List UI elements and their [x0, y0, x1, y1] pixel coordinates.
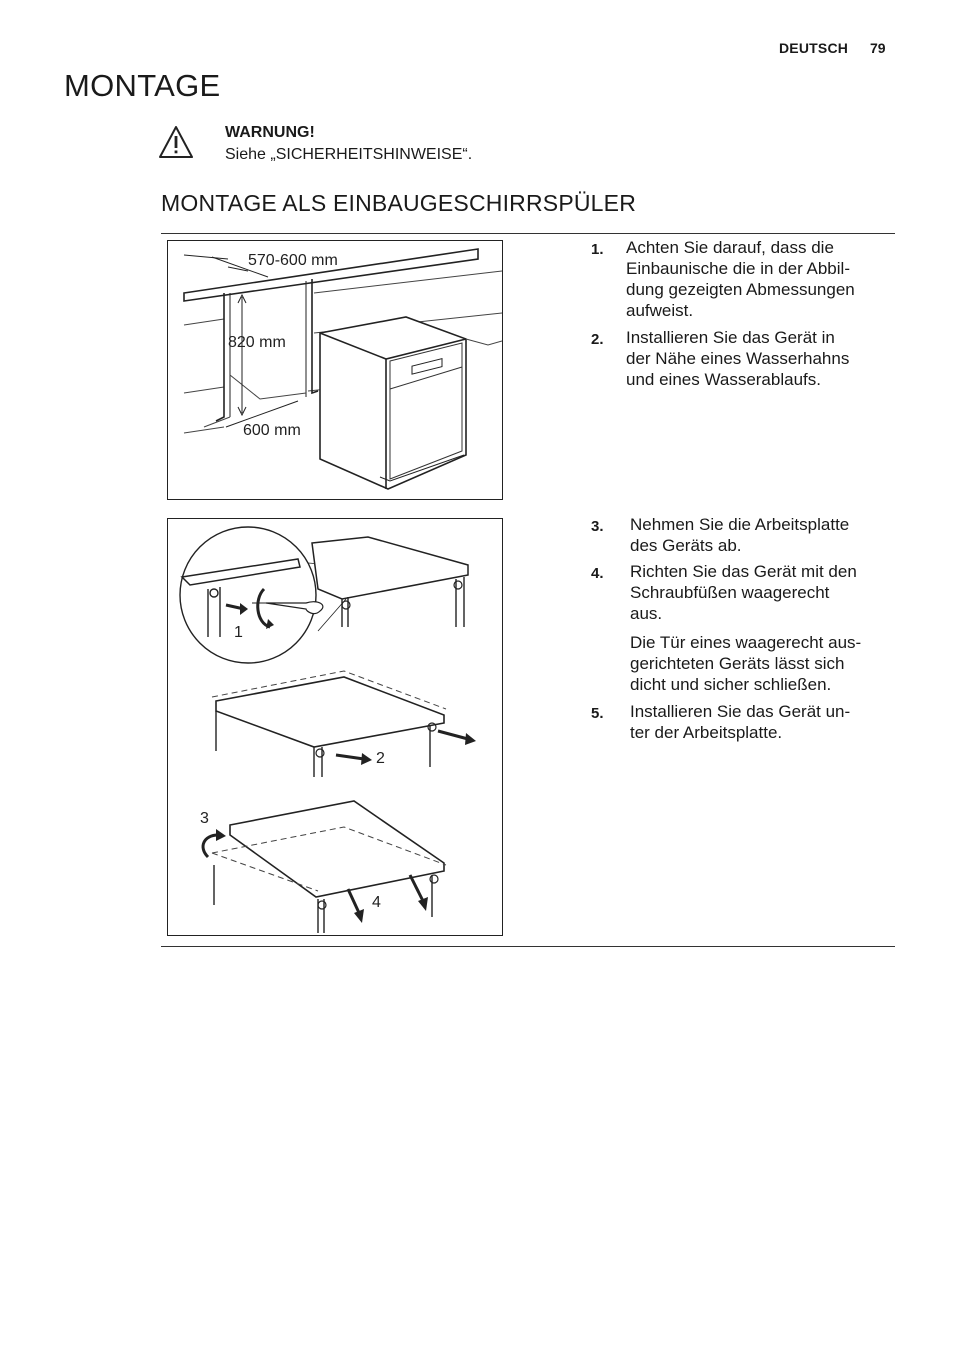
- warning-label: WARNUNG!: [225, 124, 315, 141]
- step-1: [591, 237, 891, 321]
- dim-depth-label: 600 mm: [243, 422, 301, 439]
- step-4-note: [630, 632, 890, 695]
- step-label-4: 4: [372, 894, 381, 911]
- step-1-number: 1.: [591, 241, 604, 258]
- step-3: [591, 514, 891, 556]
- step-label-2: 2: [376, 750, 385, 767]
- step-4-line: Schraubfüßen waagerecht: [630, 583, 830, 602]
- step-5-line: Installieren Sie das Gerät un-: [630, 702, 851, 721]
- step-5-number: 5.: [591, 705, 604, 722]
- niche-dimensions-figure: [167, 240, 503, 500]
- step-1-line: dung gezeigten Abmessungen: [626, 280, 855, 299]
- section-title: MONTAGE ALS EINBAUGESCHIRRSPÜLER: [161, 190, 637, 216]
- warning-text: Siehe „SICHERHEITSHINWEISE“.: [225, 146, 473, 163]
- step-label-3: 3: [200, 810, 209, 827]
- step-3-number: 3.: [591, 518, 604, 535]
- step-2-number: 2.: [591, 331, 604, 348]
- bottom-divider: [161, 946, 895, 947]
- worktop-removal-figure: [167, 518, 503, 936]
- step-4-note-line: dicht und sicher schließen.: [630, 675, 832, 694]
- step-4-note-line: Die Tür eines waagerecht aus-: [630, 633, 862, 652]
- step-4-note-line: gerichteten Geräts lässt sich: [630, 654, 845, 673]
- step-2-line: und eines Wasserablaufs.: [626, 370, 821, 389]
- step-3-line: Nehmen Sie die Arbeitsplatte: [630, 515, 850, 534]
- step-4-line: aus.: [630, 604, 663, 623]
- step-1-line: aufweist.: [626, 301, 694, 320]
- step-3-line: des Geräts ab.: [630, 536, 742, 555]
- page-number: 79: [870, 40, 886, 56]
- step-5-line: ter der Arbeitsplatte.: [630, 723, 783, 742]
- page-title: MONTAGE: [64, 68, 221, 103]
- top-divider: [161, 233, 895, 234]
- warning-icon: [158, 124, 194, 160]
- step-2-line: der Nähe eines Wasserhahns: [626, 349, 850, 368]
- step-label-1: 1: [234, 624, 243, 641]
- step-5: [591, 701, 891, 743]
- step-4: [591, 561, 891, 624]
- step-2-line: Installieren Sie das Gerät in: [626, 328, 835, 347]
- dim-width-label: 570-600 mm: [248, 252, 338, 269]
- dim-height-label: 820 mm: [228, 334, 286, 351]
- header-language: DEUTSCH: [779, 40, 849, 56]
- step-1-line: Achten Sie darauf, dass die: [626, 238, 834, 257]
- step-4-line: Richten Sie das Gerät mit den: [630, 562, 857, 581]
- step-1-line: Einbaunische die in der Abbil-: [626, 259, 850, 278]
- step-2: [591, 327, 891, 390]
- step-4-number: 4.: [591, 565, 604, 582]
